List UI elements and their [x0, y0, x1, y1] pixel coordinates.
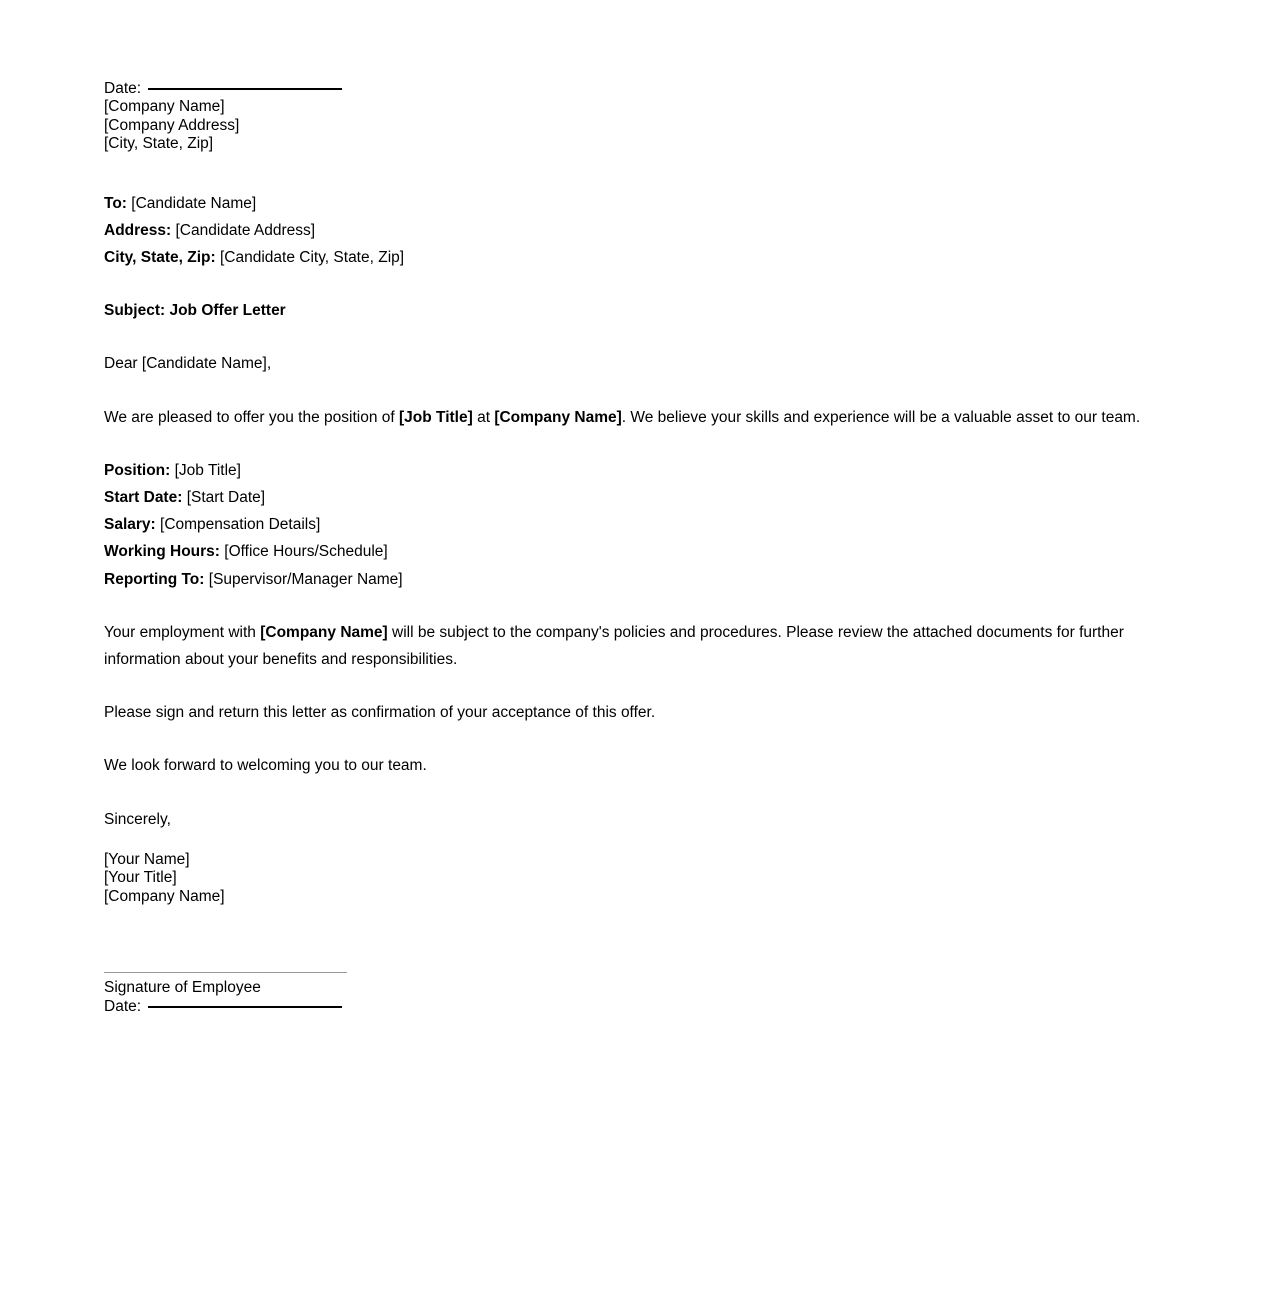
recipient-city-value: [Candidate City, State, Zip] — [219, 249, 405, 267]
spacer-before-details — [104, 431, 1179, 457]
detail-row-working-hours — [104, 538, 1179, 565]
detail-value-position: [Job Title] — [174, 461, 241, 479]
signature-line — [104, 972, 347, 973]
recipient-city-label: City, State, Zip: — [104, 249, 216, 267]
recipient-city-row — [104, 244, 1179, 271]
letterhead-date-row — [104, 80, 1179, 98]
signature-block — [104, 972, 1179, 1016]
recipient-address-row — [104, 217, 1179, 244]
letterhead-date-label: Date: — [104, 80, 142, 97]
policy-paragraph — [104, 619, 1179, 673]
recipient-address-label: Address: — [104, 221, 172, 239]
detail-label-salary: Salary: — [104, 516, 156, 534]
intro-company-name: [Company Name] — [494, 408, 622, 426]
intro-paragraph — [104, 404, 1179, 431]
sign-return-paragraph: Please sign and return this letter as confirmation of your acceptance of this offer. — [104, 704, 656, 722]
detail-row-salary — [104, 511, 1179, 538]
spacer-after-letterhead — [104, 154, 1179, 190]
welcome-paragraph: We look forward to welcoming you to our team. — [104, 757, 427, 775]
policy-company-name: [Company Name] — [260, 623, 388, 641]
detail-label-reporting-to: Reporting To: — [104, 570, 205, 588]
spacer-before-intro — [104, 378, 1179, 404]
recipient-to-label: To: — [104, 194, 127, 212]
spacer-before-welcome — [104, 726, 1179, 752]
salutation: Dear [Candidate Name], — [104, 355, 272, 373]
signature-date-fill-line — [148, 1006, 342, 1008]
signer-name: [Your Name] — [104, 850, 190, 868]
detail-value-working-hours: [Office Hours/Schedule] — [224, 543, 388, 561]
letterhead-company-address: [Company Address] — [104, 116, 240, 134]
signer-block — [104, 851, 1179, 906]
spacer-before-policy — [104, 593, 1179, 619]
intro-part3: . We believe your skills and experience will be a valuable asset to our team. — [621, 408, 1141, 426]
recipient-block — [104, 190, 1179, 272]
detail-value-start-date: [Start Date] — [186, 489, 266, 507]
detail-label-start-date: Start Date: — [104, 489, 183, 507]
detail-row-position — [104, 457, 1179, 484]
signature-date-label: Date: — [104, 997, 142, 1015]
signer-title: [Your Title] — [104, 869, 177, 887]
spacer-before-subject — [104, 271, 1179, 297]
recipient-address-value: [Candidate Address] — [175, 221, 316, 239]
offer-details-block — [104, 457, 1179, 593]
letter-content — [104, 80, 1179, 1016]
detail-value-salary: [Compensation Details] — [160, 516, 321, 534]
signature-date-row — [104, 998, 1179, 1016]
detail-label-position: Position: — [104, 461, 171, 479]
detail-label-working-hours: Working Hours: — [104, 543, 220, 561]
recipient-to-value: [Candidate Name] — [131, 194, 257, 212]
letterhead-company-name: [Company Name] — [104, 98, 225, 116]
detail-row-start-date — [104, 484, 1179, 511]
spacer-before-salutation — [104, 324, 1179, 350]
detail-value-reporting-to: [Supervisor/Manager Name] — [208, 570, 403, 588]
spacer-before-sign-return — [104, 673, 1179, 699]
policy-part2: will be subject to the company's policies and procedures. Please review the attached documents for further information about your benefits and responsibilities. — [104, 623, 1124, 669]
letterhead-company-city-state-zip: [City, State, Zip] — [104, 135, 214, 153]
intro-part1: We are pleased to offer you the position of — [104, 408, 399, 426]
detail-row-reporting-to — [104, 566, 1179, 593]
intro-part2: at — [472, 408, 495, 426]
intro-job-title: [Job Title] — [398, 408, 473, 426]
policy-part1: Your employment with — [104, 623, 261, 641]
subject-line: Subject: Job Offer Letter — [104, 302, 286, 320]
recipient-to-row — [104, 190, 1179, 217]
spacer-before-closing — [104, 780, 1179, 806]
closing-line: Sincerely, — [104, 810, 171, 828]
letterhead-block — [104, 80, 1179, 154]
signer-company: [Company Name] — [104, 887, 225, 905]
spacer-before-signer — [104, 833, 1179, 851]
signature-caption: Signature of Employee — [104, 979, 261, 997]
letterhead-date-fill-line — [148, 88, 342, 90]
